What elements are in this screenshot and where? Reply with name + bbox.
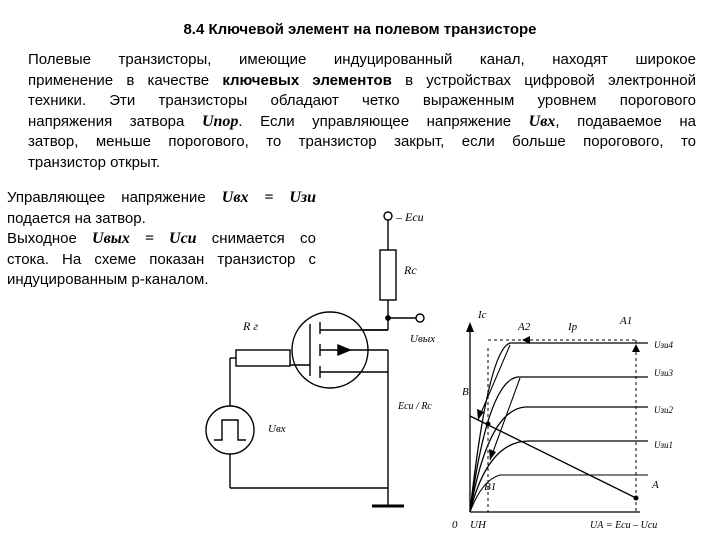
curve-label-ugs1: Uзи1 xyxy=(654,440,674,450)
symbol-uthreshold: Uпор xyxy=(201,112,239,130)
curve-label-ugs2: Uзи2 xyxy=(654,405,674,415)
text-fragment: снимается со xyxy=(196,230,316,247)
ecrc-label: Eси / Rс xyxy=(398,401,432,412)
text-fragment: , подаваемое на xyxy=(555,112,696,130)
text-fragment: напряжения затвора xyxy=(28,112,202,130)
intro-line: затвор, меньше порогового, то транзистор закрыт, если больше порогового, то xyxy=(28,133,696,150)
symbol-uin: Uвх xyxy=(528,112,556,130)
side-line: стока. На схеме показан транзистор с xyxy=(7,250,316,268)
pulse-source xyxy=(206,406,254,454)
graph-labels xyxy=(397,309,674,531)
side-line: индуцированным р-каналом. xyxy=(7,271,209,288)
uh-label: UН xyxy=(470,519,486,531)
origin-label: 0 xyxy=(452,519,458,531)
symbol-uout-uds: Uвых = Uси xyxy=(92,230,197,247)
supply-terminal xyxy=(384,212,392,220)
a2-label: A2 xyxy=(518,321,531,333)
text-fragment: . Если управляющее напряжение xyxy=(238,112,529,130)
output-terminal xyxy=(416,314,424,322)
gate-resistor xyxy=(236,350,290,366)
a-label: A xyxy=(652,479,659,491)
side-line: подается на затвор. xyxy=(7,209,146,227)
curve-label-ugs4: Uзи4 xyxy=(654,340,674,350)
b1-label: B1 xyxy=(484,481,497,493)
section-title: 8.4 Ключевой элемент на полевом транзисторе xyxy=(183,21,537,38)
supply-label: – Eси xyxy=(396,210,424,224)
intro-line: транзистор открыт. xyxy=(28,153,161,171)
keyword: ключевых элементов xyxy=(222,71,392,89)
circuit-schematic xyxy=(206,212,424,506)
curve-label-ugs3: Uзи3 xyxy=(654,368,674,378)
b-label: B xyxy=(462,386,469,398)
text-fragment: в устройствах цифровой электронной xyxy=(391,71,696,89)
symbol-uin-ugs: Uвх = Uзи xyxy=(221,189,317,206)
ip-label: Iр xyxy=(568,321,578,333)
uout-label: Uвых xyxy=(410,333,436,345)
drain-resistor xyxy=(380,250,396,300)
rg-label: R г xyxy=(243,319,259,333)
curve-ugs3 xyxy=(470,377,648,512)
uin-label: Uвх xyxy=(268,423,286,435)
ic-label: Iс xyxy=(478,309,487,321)
text-fragment: Выходное xyxy=(7,230,93,247)
intro-line: техники. Эти транзисторы обладают четко выраженным уровнем порогового xyxy=(28,92,696,109)
a1-label: A1 xyxy=(620,315,633,327)
intro-line: Полевые транзисторы, имеющие индуцированный канал, находят широкое xyxy=(28,51,696,68)
text-fragment: Управляющее напряжение xyxy=(7,189,222,206)
text-fragment: применение в качестве xyxy=(28,71,223,89)
rc-label: Rс xyxy=(404,263,417,277)
ua-label: UА = Eси – Uси xyxy=(590,520,658,531)
